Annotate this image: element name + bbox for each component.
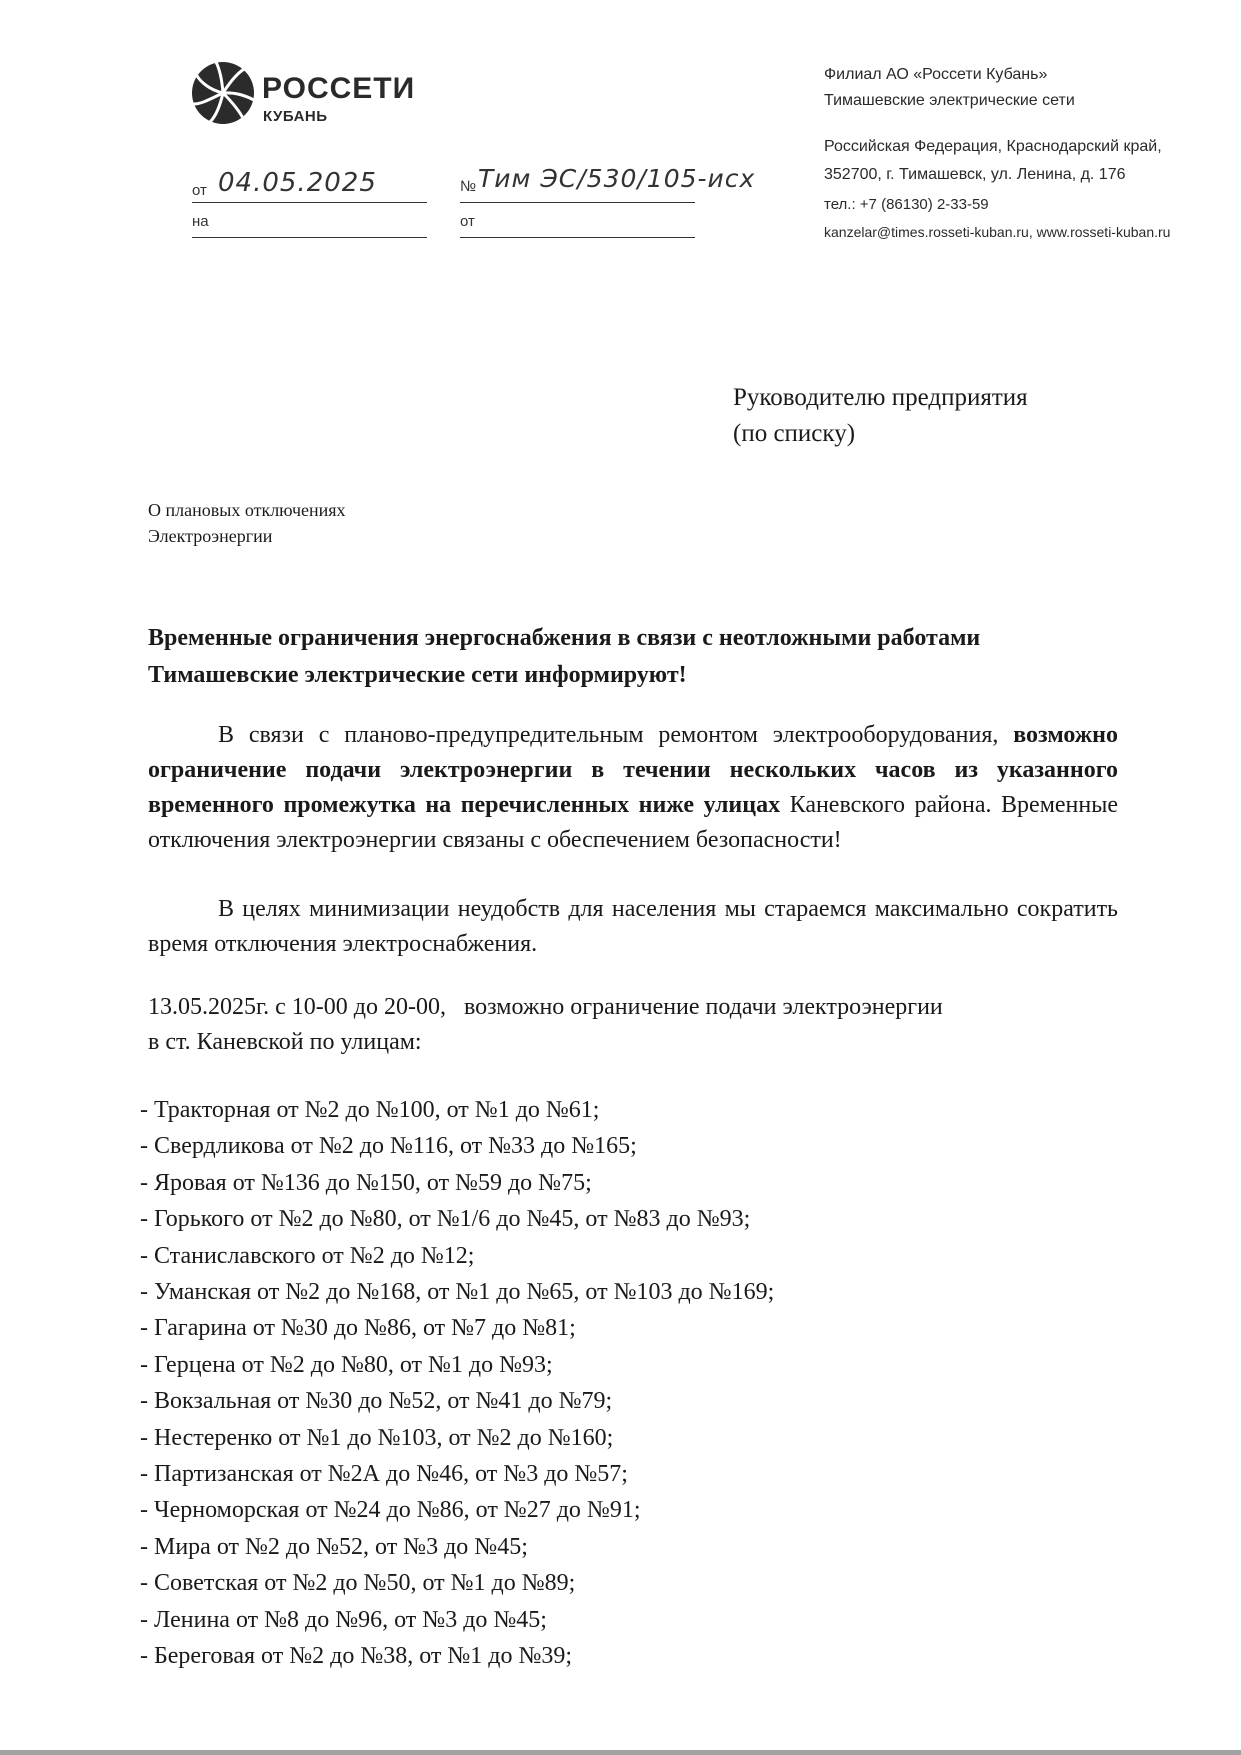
addressee-line-2: (по списку) [733,420,856,447]
na-label: на [192,213,209,230]
number-line [460,202,695,203]
org-name: Филиал АО «Россети Кубань» [824,66,1048,83]
street-item: - Уманская от №2 до №168, от №1 до №65, от №103 до №169; [140,1279,775,1306]
schedule [148,990,1118,1060]
headline: Временные ограничения энергоснабжения в связи с неотложными работами Тимашевские электрические сети информируют! [148,625,981,688]
paragraph-1 [148,718,1118,858]
paragraph-2-text: В целях минимизации неудобств для населения мы стараемся максимально сократить время отключения электроснабжения. [148,896,1118,957]
addressee [733,380,1028,452]
paragraph-1-bold: возможно ограничение подачи электроэнергии в течении нескольких часов из указанного временного промежутка на перечисленных ниже улицах [148,722,1118,818]
number-handwritten: Тим ЭС/530/105-исх [478,164,756,193]
number-ot-label: от [460,213,475,230]
number-ot-line [460,237,695,238]
scan-edge-divider [0,1750,1241,1755]
org-address-2: 352700, г. Тимашевск, ул. Ленина, д. 176 [824,166,1126,183]
org-phone: тел.: +7 (86130) 2-33-59 [824,196,989,213]
org-division: Тимашевские электрические сети [824,92,1075,109]
street-item: - Мира от №2 до №52, от №3 до №45; [140,1533,528,1560]
street-item: - Станиславского от №2 до №12; [140,1242,475,1269]
paragraph-1-text-b: Каневского района. Временные отключения электроэнергии связаны с обеспечением безопасности! [148,792,1119,853]
street-list [140,1092,774,1675]
rosseti-logo-icon [190,60,256,126]
street-item: - Горького от №2 до №80, от №1/6 до №45, от №83 до №93; [140,1206,751,1233]
street-item: - Яровая от №136 до №150, от №59 до №75; [140,1169,592,1196]
date-handwritten: 04.05.2025 [218,168,377,198]
street-item: - Черноморская от №24 до №86, от №27 до №91; [140,1497,641,1524]
subject-line-1: О плановых отключениях [148,500,346,520]
street-item: - Советская от №2 до №50, от №1 до №89; [140,1570,576,1597]
number-label: № [460,178,477,195]
street-item: - Гагарина от №30 до №86, от №7 до №81; [140,1315,576,1342]
date-line [192,202,427,203]
logo-name: РОССЕТИ [262,72,416,105]
org-contacts: kanzelar@times.rosseti-kuban.ru, www.rosseti-kuban.ru [824,224,1171,240]
street-item: - Нестеренко от №1 до №103, от №2 до №160; [140,1424,614,1451]
street-item: - Вокзальная от №30 до №52, от №41 до №79; [140,1388,613,1415]
street-item: - Тракторная от №2 до №100, от №1 до №61; [140,1097,600,1123]
schedule-line-2: в ст. Каневской по улицам: [148,1029,422,1055]
addressee-line-1: Руководителю предприятия [733,384,1028,411]
street-item: - Герцена от №2 до №80, от №1 до №93; [140,1351,553,1378]
street-item: - Свердликова от №2 до №116, от №33 до №165; [140,1133,637,1160]
schedule-line-1: 13.05.2025г. с 10-00 до 20-00, возможно ограничение подачи электроэнергии [148,994,943,1020]
street-item: - Партизанская от №2А до №46, от №3 до №57; [140,1461,628,1488]
subject-line-2: Электроэнергии [148,526,273,546]
subject [148,497,346,549]
paragraph-2 [148,892,1118,962]
logo-region: КУБАНЬ [263,108,328,125]
na-line [192,237,427,238]
street-item: - Ленина от №8 до №96, от №3 до №45; [140,1606,547,1633]
paragraph-1-text-a: В связи с планово-предупредительным ремонтом электрооборудования, [218,722,1014,748]
street-item: - Береговая от №2 до №38, от №1 до №39; [140,1643,573,1670]
date-label: от [192,182,207,199]
org-address-1: Российская Федерация, Краснодарский край, [824,138,1162,155]
